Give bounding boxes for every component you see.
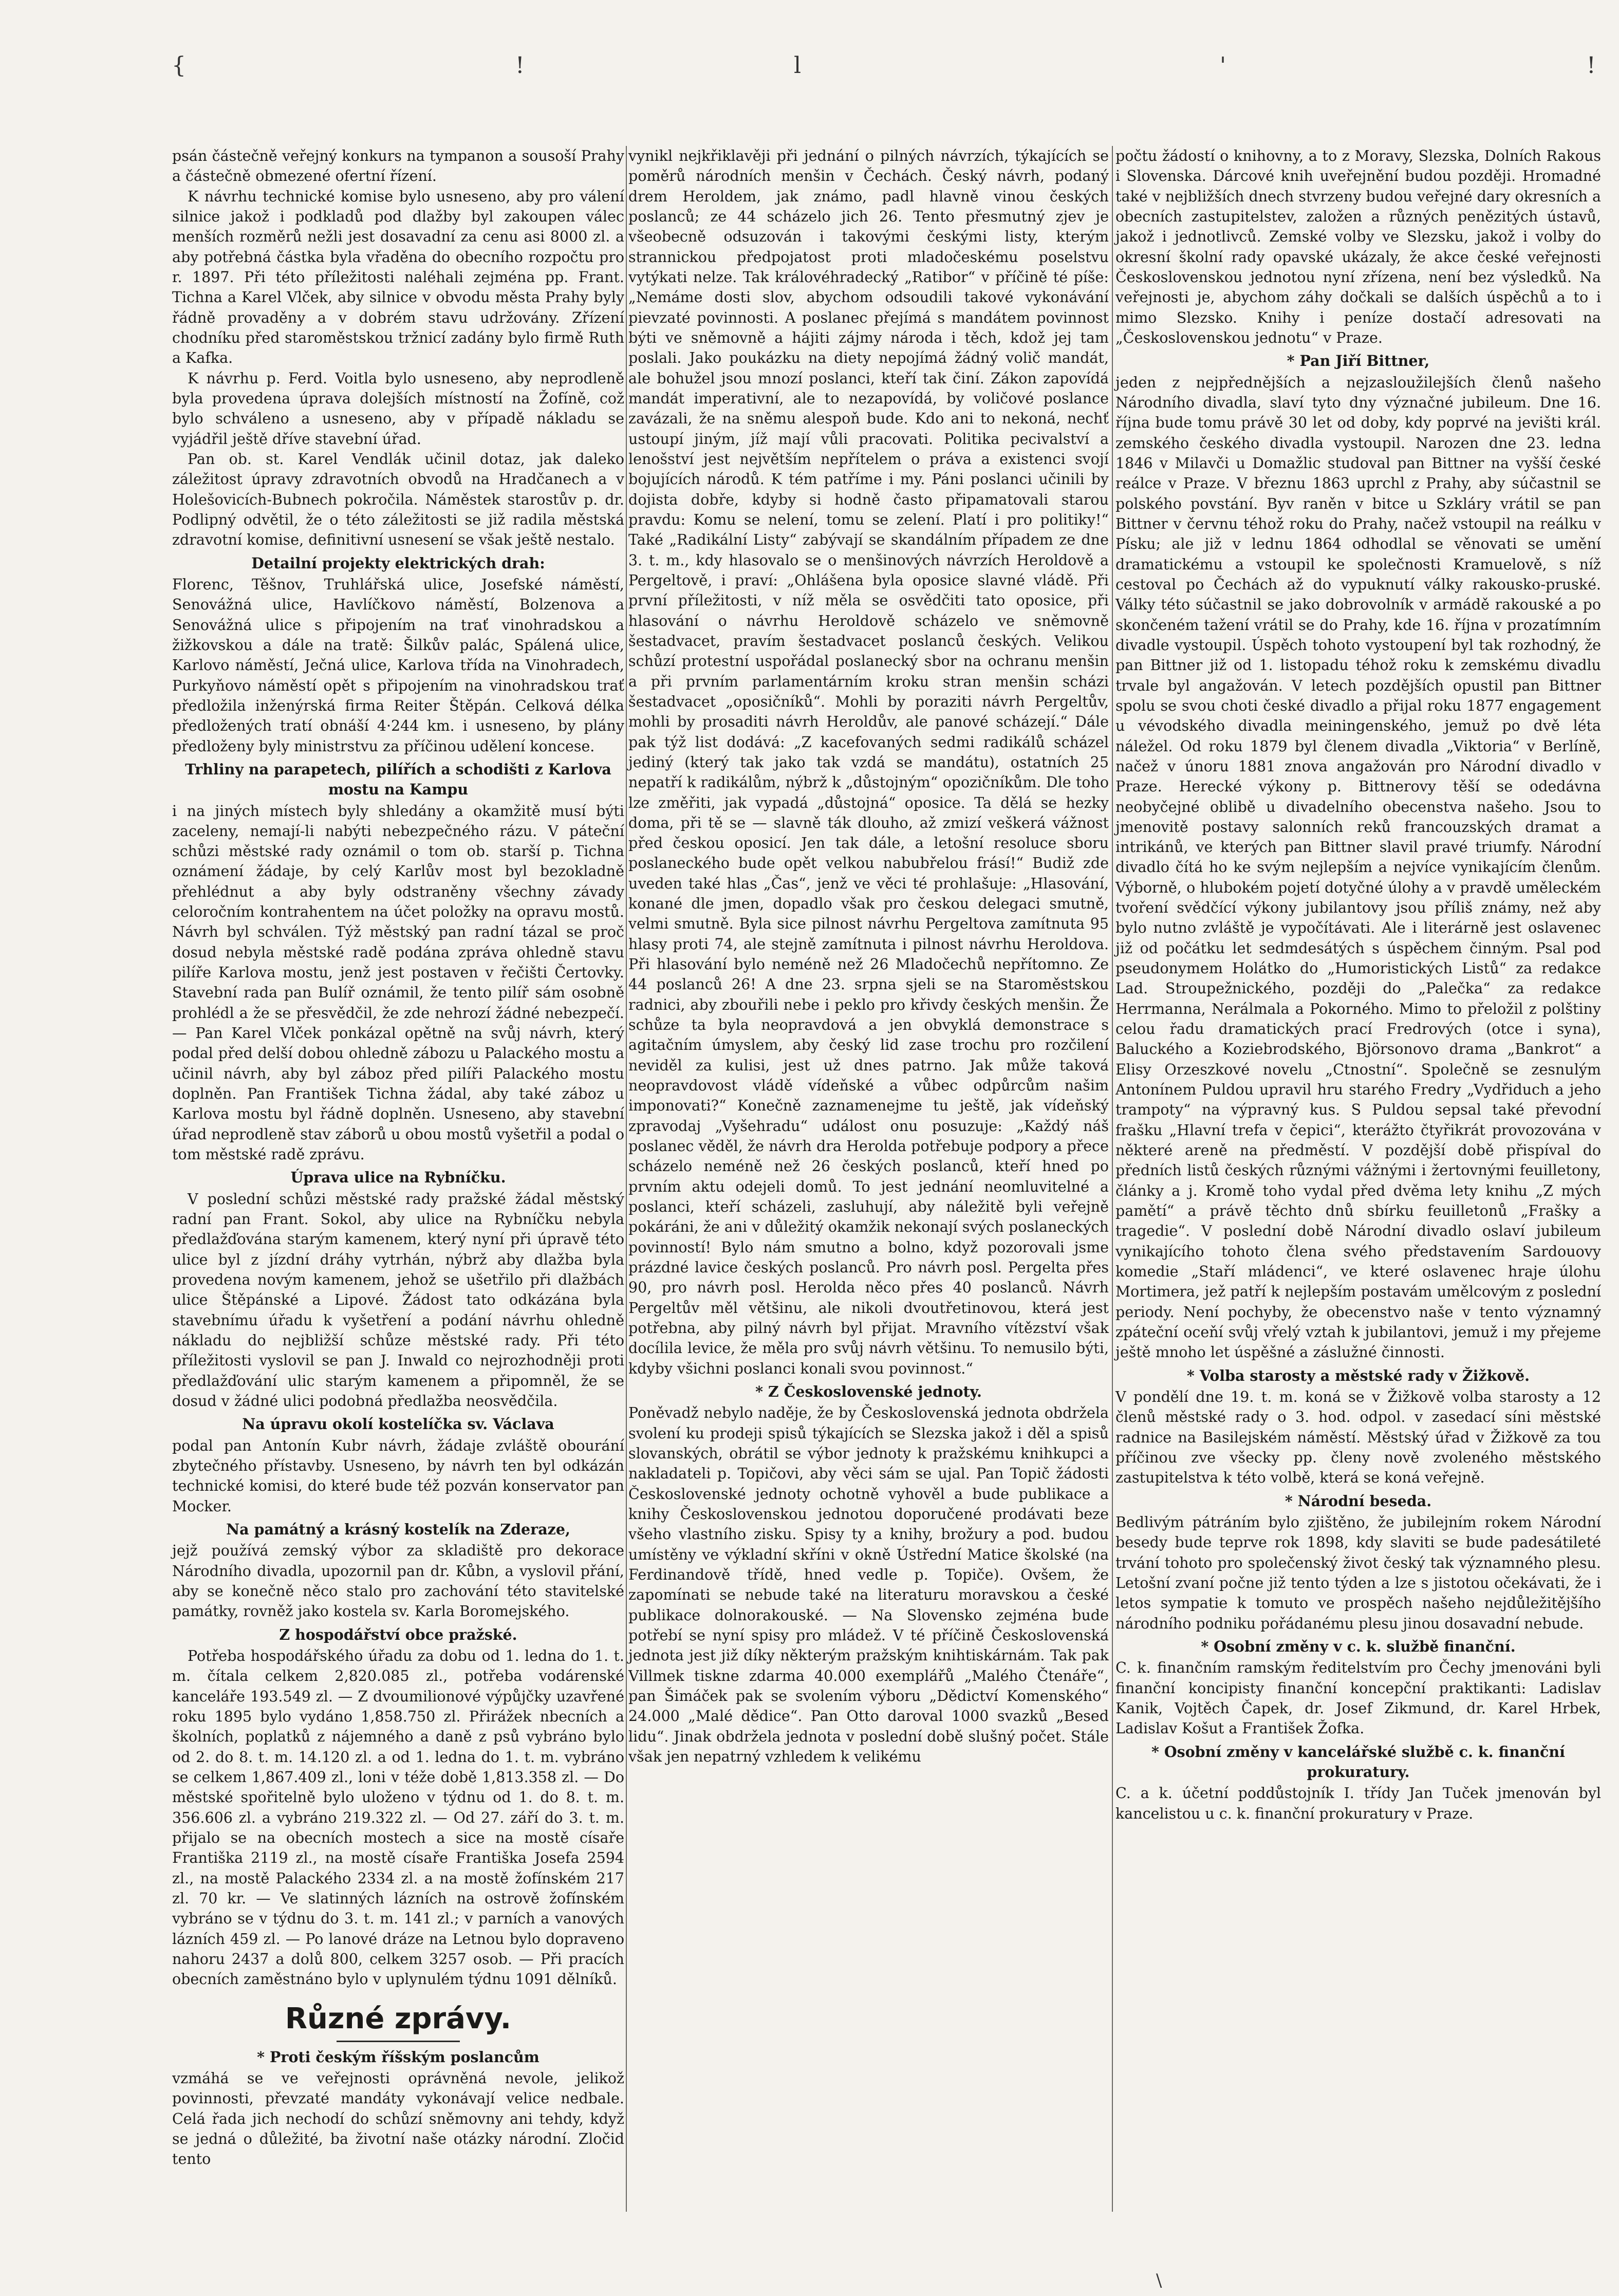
paragraph: V poslední schůzi městské rady pražské žádal městský radní pan Frant. Sokol, aby ulice na Rybníčku nebyla předlažďována starým kamenem, který nyní při úpravě této ulice byl z jízdní dráhy vytrhán, nýbrž aby dlažba byla provedena novým kamenem, jehož se ušetřilo při dlažbách ulice Štěpánské a Lipové. Žádost tato odkázána byla stavebnímu úřadu k vyšetření a podání návrhu ohledně nákladu do nejbližší schůze městské rady. Při této příležitosti vyslovil se pan J. Inwald co nejrozhodněji proti předlažďování ulic starým kamenem a připomněl, že se dosud v žádné ulici podobná předlažba neosvědčila.	[172, 1190, 624, 1410]
paragraph: podal pan Antonín Kubr návrh, žádaje zvláště obourání zbytečného přístavby. Usneseno, by návrh ten byl odkázán technické komisi, do které bude též pozván konservator pan Mocker.	[172, 1437, 624, 1515]
margin-mark: {	[172, 52, 186, 79]
paragraph: i na jiných místech byly shledány a okamžitě musí býti zaceleny, nemají-li nabýti nebezpečného rázu. V páteční schůzi městské rady oznámil o tom ob. starší p. Tichna oznámení žádaje, by celý Karlův most byl bezokladně přehlédnut a aby byly odstraněny všechny závady celoročním kontrahentem na účet položky na opravu mostů. Návrh byl schválen. Týž městský pan radní tázal se proč dosud nebyla městské radě podána zpráva ohledně stavu pilíře Karlova mostu, jenž jest postaven v řečišti Čertovky. Stavební rada pan Bulíř oznámil, že tento pilíř sám osobně prohlédl a že se přesvědčil, že zde nehrozí žádné nebezpečí. — Pan Karel Vlček ponkázal opětně na svůj návrh, který podal před delší dobou ohledně zábozu u Palackého mostu a učinil návrh, aby byl záboz před pilíři Palackého mostu doplněn. Pan František Tichna žádal, aby také záboz u Karlova mostu byl řádně doplněn. Usneseno, aby stavební úřad neprodleně stav záborů u obou mostů vyšetřil a podal o tom městské radě zprávu.	[172, 802, 624, 1163]
paragraph: Florenc, Těšnov, Truhlářská ulice, Josefské náměstí, Senovážná ulice, Havlíčkovo náměstí, Bolzenova a Senovážná ulice s připojením na trať vinohradskou a žižkovskou a dále na tratě: Šilkův palác, Spálená ulice, Karlovo náměstí, Ječná ulice, Karlova třída na Vinohradech, Purkyňovo náměstí opět s připojením na vinohradskou trať předložila inženýrská firma Reiter Štěpán. Celková délka předložených tratí obnáší 4·244 km. i usneseno, by plány předloženy byly ministrstvu za příčinou udělení koncese.	[172, 576, 624, 755]
paragraph: V pondělí dne 19. t. m. koná se v Žižkově volba starosty a 12 členů městské rady o 3. hod. odpol. v zasedací síni městské radnice na Basilejském náměstí. Městský úřad v Žižkově za tou příčinou zve všecky pp. členy nově zvoleného městského zastupitelstva k této volbě, která se koná veřejně.	[1115, 1388, 1601, 1487]
article-heading: Na úpravu okolí kostelíčka sv. Václava	[242, 1415, 554, 1433]
paragraph: vynikl nejkřiklavěji při jednání o pilných návrzích, týkajících se poměrů národních menšin v Čechách. Český návrh, podaný drem Heroldem, jak známo, padl hlavně vinou českých poslanců; ze 44 scházelo jich 26. Tento přesmutný zjev je všeobecně odsuzován i takovými českými listy, kterým strannickou předpojatost proti mladočeskému poselstvu vytýkati nelze. Tak královéhradecký „Ratibor“ v příčině té píše: „Nemáme dosti slov, abychom odsoudili takové vykonávání pievzaté povinnosti. A poslanec přejímá s mandátem povinnost býti ve sněmovně a hájiti zájmy národa i těch, kdož jej tam poslali. Jako poukázku na diety nepojímá žádný volič mandát, ale bohužel jsou mnozí poslanci, kteří tak činí. Zákon zapovídá mandát imperativní, ale to nezapovídá, by voličové poslance zavázali, že na sněmu alespoň bude. Kdo ani to nekoná, nechť ustoupí jiným, jíž mají vůli pracovati. Politika pecivalství a lenošství jest největším nepřítelem o práva a existenci svojí bojujících národů. K tém patříme i my. Páni poslanci učinili by dojista dobře, kdyby si hodně často připamatovali starou pravdu: Komu se nelení, tomu se zelení. Platí i pro politiky!“ Také „Radikální Listy“ zabývají se skandálním případem ze dne 3. t. m., kdy hlasovalo se o menšinových návrzích Heroldově a Pergeltově, i praví: „Ohlášena byla oposice slavné vládě. Při první příležitosti, v níž měla se osvědčiti tato oposice, při hlasování o návrhu Heroldově scházelo ve sněmovně šestadvacet, pravím šestadvacet poslanců českých. Velikou schůzí protestní uspořádal poslanecký sbor na ochranu menšin a při prvním parlamentárním kroku stran menšin scházi šestadvacet „oposičníků“. Mohli by poraziti návrh Pergeltův, mohli by prosaditi návrh Heroldův, ale panové scházejí.“ Dále pak týž list dodává: „Z kacefovaných sedmi radikálů scházel jediný (který tak jako tak vzdá se mandátu), ostatních 25 nepatří k radikálům, nýbrž k „důstojným“ opozičníkům. Dle toho lze změřiti, jak vypadá „důstojná“ oposice. Ta dělá se hezky doma, při tě se — slavně ták dlouho, až zmizí veškerá vážnost před českou oposicí. Jen tak dále, a letošní resoluce sboru poslaneckého bude opět velkou nabubřelou frásí!“ Budiž zde uveden také hlas „Čas“, jenž ve věci té prohlašuje: „Hlasování, konané dle jmen, dopadlo však pro českou delegaci smutně, velmi smutně. Byla sice pilnost návrhu Pergeltova zamítnuta 95 hlasy proti 74, ale stejně zamítnuta i pilnost návrhu Heroldova. Při hlasování bylo neméně než 26 Mladočechů nepřítomno. Ze 44 poslanců 26! A dne 23. srpna sjeli se na Staroměstskou radnici, aby zbouřili nebe i peklo pro křivdy českých menšin. Že schůze ta byla neopravdová a jen obvyklá demonstrace s agitačním úmyslem, aby český lid zase trochu pro rozčilení neviděl za kulisi, jest už dnes patrno. Jak může taková neopravdovost vládě vídeňské a vůbec odpůrcům našim imponovati?“ Konečně zaznamenejme tu ještě, jak vídeňský zpravodaj „Vyšehradu“ událost onu posuzuje: „Každý náš poslanec věděl, že návrh dra Herolda potřebuje podpory a přece scházelo neméně než 26 českých poslanců, kteří hned po prvním aktu odejeli domů. To jest jednání neomluvitelné a poslanci, kteří scházeli, zasluhují, aby náležitě byli veřejně pokáráni, že ani v důležitý okamžik nekonají svých poslaneckých povinností! Bylo nám smutno a bolno, když pozorovali jsme prázdné lavice českých poslanců. Pro návrh posl. Pergelta přes 90, pro návrh posl. Herolda něco přes 40 poslanců. Návrh Pergeltův měl většinu, ale nikoli dvoutřetinovou, která jest potřebna, aby pilný návrh byl přijat. Mravního vítězství však docílila levice, že měla pro svůj návrh většinu. To nemusilo býti, kdyby všichni poslanci konali svou povinnost.“	[628, 147, 1109, 1377]
paragraph: Pan ob. st. Karel Vendlák učinil dotaz, jak daleko záležitost úpravy zdravotních obvodů na Hradčanech a v Holešovicích-Bubnech pokročila. Náměstek starostův p. dr. Podlipný odvětil, že o této záležitosti se již radila městská zdravotní komise, definitivní usnesení se však ještě nestalo.	[172, 450, 624, 549]
paragraph: C. k. finančním ramským ředitelstvím pro Čechy jmenováni byli finanční koncipisty finanční koncepční praktikanti: Ladislav Kanik, Vojtěch Čapek, dr. Josef Zikmund, dr. Karel Hrbek, Ladislav Košut a František Žofka.	[1115, 1659, 1601, 1737]
article-lead: * Pan Jiří Bittner,	[1287, 352, 1430, 370]
paragraph: K návrhu p. Ferd. Voitla bylo usneseno, aby neprodleně byla provedena úprava dolejších místností na Žofíně, což bylo schváleno a usneseno, aby v případě nákladu se vyjádřil ještě dříve stavební úřad.	[172, 369, 624, 448]
article-lead: * Národní beseda.	[1285, 1492, 1432, 1510]
paragraph: Poněvadž nebylo naděje, že by Československá jednota obdržela svolení ku prodeji spisů týkajících se Slezska jakož i děl a spisů slovanských, obrátil se výbor jednoty k pražskému knihkupci a nakladateli p. Topičovi, aby věci sám se ujal. Pan Topič žádosti Československé jednoty ochotně vyhověl a bude publikace a knihy Československou jednotou doporučené prodávati beze všeho vlastního zisku. Spisy ty a knihy, brožury a pod. budou umístěny ve výkladní skříni v okně Ústřední Matice školské (na Ferdinandově třídě, hned vedle p. Topiče). Ovšem, že zapomínati se nebude také na literaturu moravskou a české publikace dolnorakouské. — Na Slovensko zejména bude potřebí se nyní spisy pro mládež. V té příčině Československá jednota jest již díky některým pražským knihtiskárnám. Tak pak Villmek tiskne zdarma 40.000 exemplářů „Malého Čtenáře“, pan Šimáček pak se svolením výboru „Dědictví Komenského“ 24.000 „Malé dědice“. Pan Otto daroval 1000 svazků „Besed lidu“. Jinak obdržela jednota v poslední době slušný počet. Stále však jen nepatrný vzhledem k velikému	[628, 1404, 1109, 1765]
article-lead: * Volba starosty a městské rady v Žižkově.	[1186, 1366, 1530, 1384]
paragraph: C. a k. účetní poddůstojník I. třídy Jan Tuček jmenován byl kancelistou u c. k. finanční prokuratury v Praze.	[1115, 1785, 1601, 1822]
paragraph: jejž používá zemský výbor za skladiště pro dekorace Národního divadla, upozornil pan dr. Kůbn, a vyslovil přání, aby se konečně něco stalo pro zachování této stavitelské památky, rovněž jako kostela sv. Karla Boromejského.	[172, 1542, 624, 1620]
article-lead: * Proti českým říšským poslancům	[257, 2048, 539, 2066]
margin-mark: \	[1156, 2270, 1162, 2291]
paragraph: psán částečně veřejný konkurs na tympanon a sousoší Prahy a částečně obmezené ofertní řízení.	[172, 147, 624, 185]
paragraph: vzmáhá se ve veřejnosti oprávněná nevole, jelikož povinnosti, převzaté mandáty vykonávají velice nedbale. Celá řada jich nechodí do schůzí sněmovny ani tehdy, když se jedná o důležité, ba životní naše otázky národní. Zločid tento	[172, 2070, 624, 2168]
margin-mark: '	[1220, 52, 1226, 79]
margin-mark: !	[515, 52, 525, 79]
paragraph: Potřeba hospodářského úřadu za dobu od 1. ledna do 1. t. m. čítala celkem 2,820.085 zl., potřeba vodárenské kanceláře 193.549 zl. — Z dvoumilionové výpůjčky uzavřené roku 1895 bylo vydáno 1,858.750 zl. Přirážek nbecních a školních, poplatků z nájemného a daně z psů vybráno bylo od 2. do 8. t. m. 14.120 zl. a od 1. ledna do 1. t. m. vybráno se celkem 1,867.409 zl., loni v téže době 1,813.358 zl. — Do městské spořitelně bylo uloženo v týdnu od 1. do 8. t. m. 356.606 zl. a vybráno 219.322 zl. — Od 27. září do 3. t. m. přijalo se na obecních mostech a sice na mostě císaře Františka 2119 zl., na mostě císaře Františka Josefa 2594 zl., na mostě Palackého 2334 zl. a na mostě žofínském 217 zl. 70 kr. — Ve slatinných lázních na ostrově žofínském vybráno se v týdnu do 3. t. m. 141 zl.; v parních a vanových lázních 459 zl. — Po lanové dráze na Letnou bylo dopraveno nahoru 2437 a dolů 800, celkem 3257 osob. — Při pracích obecních zaměstnáno bylo v uplynulém týdnu 1091 dělníků.	[172, 1647, 624, 1988]
article-heading: Z hospodářství obce pražské.	[279, 1625, 517, 1643]
article-heading: Na památný a krásný kostelík na Zderaze,	[226, 1520, 570, 1538]
section-title: Různé zprávy.	[285, 2002, 512, 2035]
column-left	[172, 146, 624, 2170]
article-heading: Úprava ulice na Rybníčku.	[290, 1169, 506, 1187]
article-heading: Detailní projekty elektrických drah:	[251, 554, 545, 572]
article-lead: * Osobní změny v kancelářské službě c. k. finanční prokuratury.	[1151, 1743, 1565, 1781]
paragraph: Bedlivým pátráním bylo zjištěno, že jubilejním rokem Národní besedy bude teprve rok 1898, kdy slaviti se bude padesátileté trvání tohoto pro společenský život český tak významného plesu. Letošní zvaní počne již tento týden a lze s jistotou očekávati, že i letos sympatie k tomuto ve prospěch našeho nejdůležitějšího národního podniku pořádanému plesu jinou dosavadní nebude.	[1115, 1513, 1601, 1632]
column-right	[1115, 146, 1601, 1824]
margin-mark: !	[1587, 52, 1596, 79]
margin-mark: l	[794, 52, 802, 79]
article-lead: * Osobní změny v c. k. službě finanční.	[1201, 1637, 1516, 1655]
paragraph: jeden z nejpřednějších a nejzasloužilejších členů našeho Národního divadla, slaví tyto dny význačné jubileum. Dne 16. října bude tomu právě 30 let od doby, kdy poprvé na jevišti král. zemského českého divadla vystoupil. Narozen dne 23. ledna 1846 v Milavči u Domažlic studoval pan Bittner na vyšší české reálce v Praze. V březnu 1863 uprchl z Prahy, aby súčastnil se polského povstání. Byv raněn v bitce u Szkláry vrátil se pan Bittner v červnu téhož roku do Prahy, načež vstoupil na reálku v Písku; ale již v lednu 1864 odhodlal se věnovati se umění dramatickému a vstoupil ke společnosti Kramuelově, s níž cestoval po Čechách až do vypuknutí války rakousko-pruské. Války této súčastnil se jako dobrovolník v armádě rakouské a po skončeném tažení vrátil se do Prahy, kde 16. října v prozatímním divadle vystoupil. Úspěch tohoto vystoupení byl tak rozhodný, že pan Bittner již od 1. listopadu téhož roku k zemskému divadlu trvale byl angažován. V letech pozdějších opustil pan Bittner spolu se svou choti české divadlo a přijal roku 1877 engagement u vévodského divadla meiningenského, jemuž po dvě léta náležel. Od roku 1879 byl členem divadla „Viktoria“ v Berlíně, načež v únoru 1881 znova angažován pro Národní divadlo v Praze. Herecké výkony p. Bittnerovy těší se odedávna neobyčejné oblibě u divadelního obecenstva našeho. Jsou to jmenovitě postavy salonních reků francouzských dramat a intrikánů, ve kterých pan Bittner slavil pravé triumfy. Národní divadlo čítá ho ke svým nejlepším a nejvíce vynikajícím členům. Výborně, o hlubokém pojetí dotyčné úlohy a v pravdě uměleckém tvoření svědčící výkony jubilantovy jsou příliš známy, než aby bylo nutno zvláště je vypočítávati. Ale i literárně jest oslavenec již od počátku let sedmdesátých s úspěchem činným. Psal pod pseudonymem Holátko do „Humoristických Listů“ za redakce Lad. Stroupežnického, později do „Palečka“ za redakce Herrmanna, Nerálmala a Pokorného. Mimo to přeložil z polštiny celou řadu dramatických prací Fredrových (otce i syna), Baluckého a Koziebrodského, Björsonovo drama „Bankrot“ a Elisy Orzeszkové novelu „Ctnostní“. Společně se zesnulým Antonínem Puldou upravil hru starého Fredry „Vydřiduch a jeho trampoty“ na výpravný kus. S Puldou sepsal také převodní frašku „Hlavní trefa v čepici“, kterážto čtyřikrát provozována v některé areně na předměstí. V pozdější době přispíval do předních listů českých různými vážnými i žertovnými feuilletony, články a j. Kromě toho vydal před dvěma lety knihu „Z mých pamětí“ a právě těchto dnů sbírku feuilletonů „Frašky a tragedie“. V poslední době Národní divadlo oslaví jubileum vynikajícího tohoto člena svého představením Sardouovy komedie „Staří mládenci“, ve které oslavenec hraje úlohu Mortimera, jež patří k nejlepším postavám umělcovým z poslední periody. Není pochyby, že obecenstvo naše v tento významný zpáteční oceňí svůj vřelý vztah k jubilantovi, jemuž i my přejeme ještě mnoho let úspěšné a záslužné činnosti.	[1115, 374, 1601, 1361]
section-title-rule	[337, 2041, 460, 2042]
column-divider	[1112, 146, 1113, 2212]
paragraph: počtu žádostí o knihovny, a to z Moravy, Slezska, Dolních Rakous i Slovenska. Dárcové knih uveřejnění budou později. Hromadné také v nejbližších dnech stvrzeny budou veřejné dary okresních a obecních zastupitelstev, založen a různých penězitých ústavů, jakož i jednotlivců. Zemské volby ve Slezsku, jakož i volby do okresní školní rady opavské ukázaly, že akce české veřejnosti Československou jednotou nyní zřízena, není bez výsledků. Na veřejnosti je, abychom záhy dočkali se dalších úspěchů a to i mimo Slezsko. Knihy i peníze dostačí adresovati na „Československou jednotu“ v Praze.	[1115, 147, 1601, 346]
column-divider	[626, 146, 627, 2212]
article-lead: * Z Československé jednoty.	[755, 1383, 982, 1401]
paragraph: K návrhu technické komise bylo usneseno, aby pro válení silnice jakož i podkladů pod dlažby byl zakoupen válec menších rozměrů nežli jest dosavadní za cenu asi 8000 zl. a aby potřebná částka byla vřaděna do obecního rozpočtu pro r. 1897. Při této příležitosti naléhali zejména pp. Frant. Tichna a Karel Vlček, aby silnice v obvodu města Prahy byly řádně provaděny a v dobrém stavu udržovány. Zřízení chodníku před staroměstskou tržnicí zadány bylo firmě Ruth a Kafka.	[172, 188, 624, 367]
article-heading: Trhliny na parapetech, pilířích a schodišti z Karlova mostu na Kampu	[185, 760, 611, 799]
column-middle	[628, 146, 1109, 1767]
